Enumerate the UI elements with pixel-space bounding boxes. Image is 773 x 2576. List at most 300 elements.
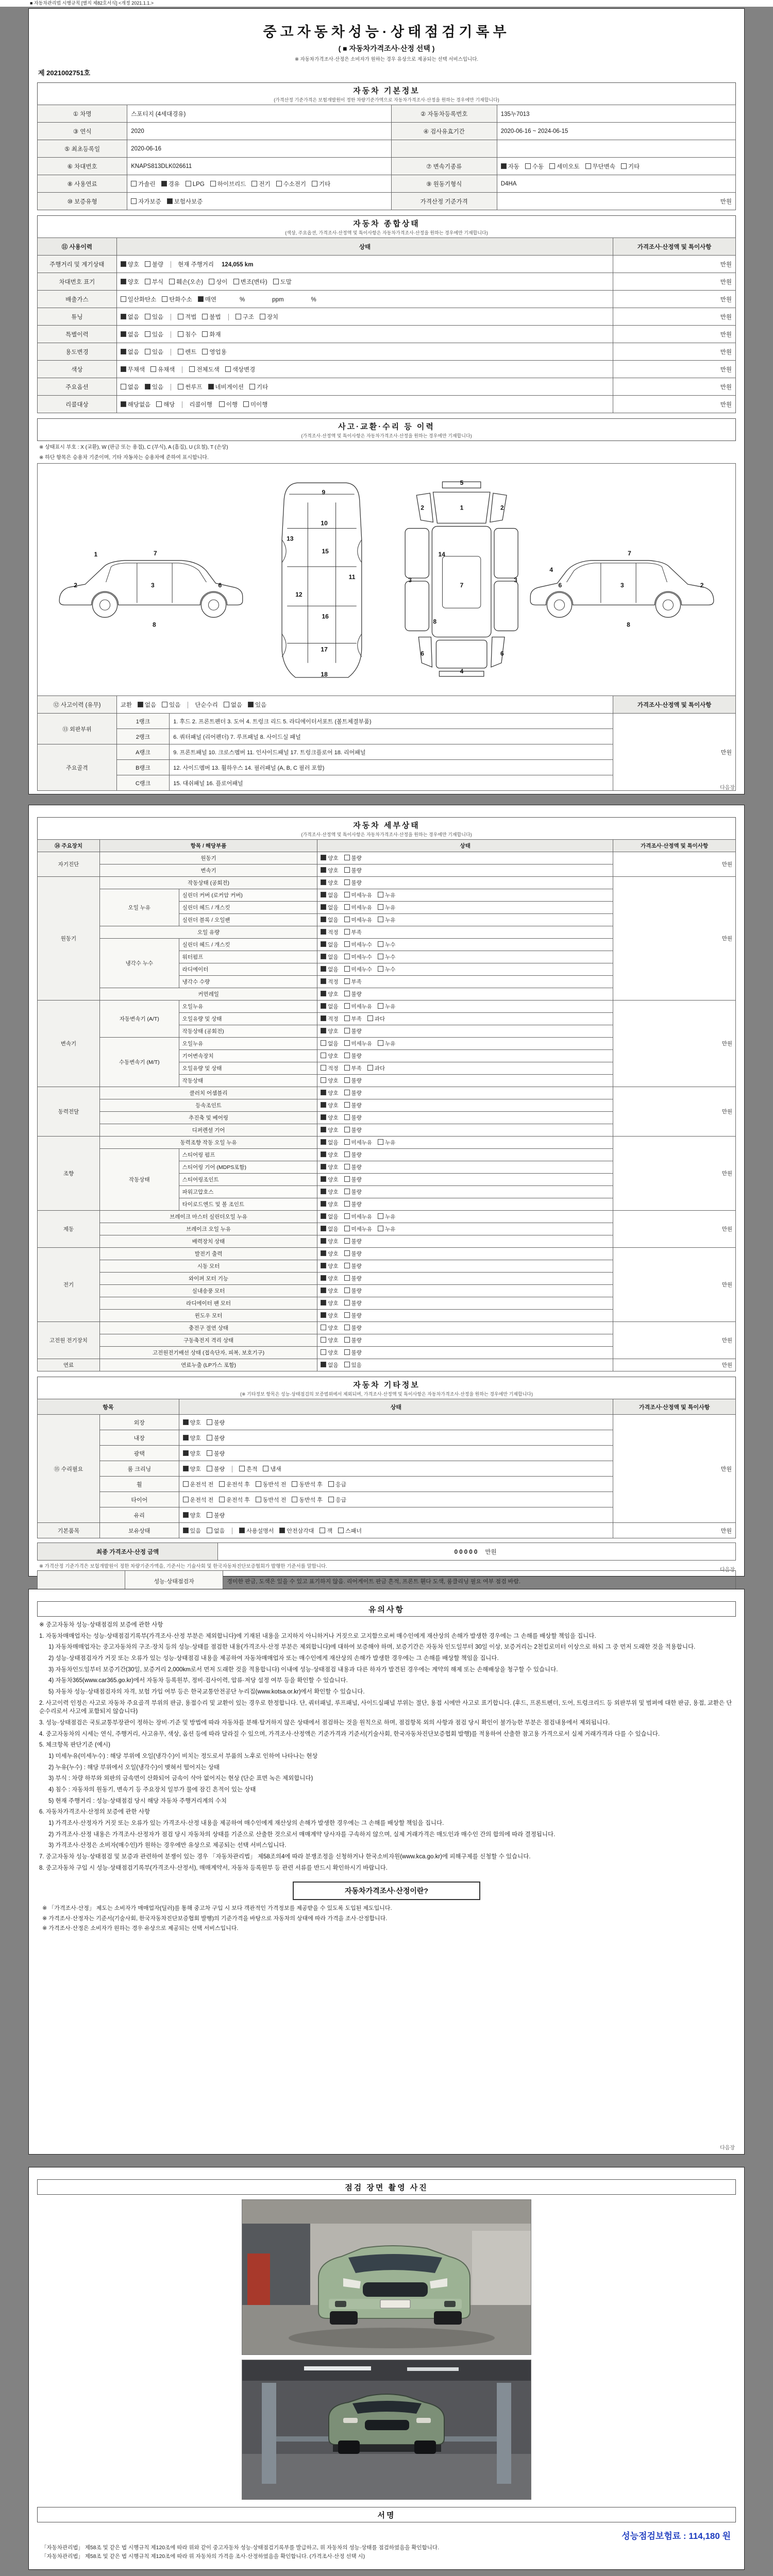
checkbox-불량[interactable]: 불량 [207,1418,225,1427]
checkbox-checked-icon [321,855,326,860]
checkbox-부족[interactable]: 부족 [344,978,362,986]
row-label: 충전구 절연 상태 [99,1322,317,1334]
diagram-part-number: 8 [433,618,437,625]
checkbox-empty-icon [236,314,241,319]
checkbox-checked-icon [183,1466,189,1471]
checkbox-empty-icon [344,1053,350,1058]
checkbox-수소전기[interactable]: 수소전기 [276,180,306,188]
price-cell: 만원 [613,361,736,378]
checkbox-불량[interactable]: 불량 [344,1336,362,1344]
checkbox-운전석 전[interactable]: 운전석 전 [183,1496,214,1504]
checkbox-불량[interactable]: 불량 [344,1299,362,1307]
checkbox-불량[interactable]: 불량 [207,1465,225,1473]
checkbox-있음[interactable]: 있음 [162,701,180,709]
checkbox-양호[interactable]: 양호 [321,1336,338,1344]
checkbox-양호[interactable]: 양호 [183,1511,201,1519]
checkbox-경유[interactable]: 경유 [161,180,180,188]
row-label: 색상 [38,361,117,378]
checkbox-양호[interactable]: 양호 [183,1418,201,1427]
diagram-part-number: 3 [150,582,155,589]
checkbox-안전삼각대[interactable]: 안전삼각대 [279,1527,314,1535]
checkbox-empty-icon [202,314,208,319]
checkbox-양호[interactable]: 양호 [121,278,139,286]
checkbox-세미오토[interactable]: 세미오토 [549,162,579,171]
diagram-part-number: 6 [218,582,222,589]
checkbox-양호[interactable]: 양호 [321,1287,338,1295]
checkbox-불량[interactable]: 불량 [207,1449,225,1458]
checkbox-없음[interactable]: 없음 [321,965,338,973]
checkbox-유채색[interactable]: 유채색 [150,365,175,374]
price-cell: 만원 [613,308,736,326]
checkbox-empty-icon [219,1497,225,1502]
checkbox-불량[interactable]: 불량 [344,1151,362,1159]
checkbox-불법[interactable]: 불법 [202,313,221,321]
checkbox-누유[interactable]: 누유 [378,1139,395,1146]
checkbox-empty-icon [207,1435,212,1440]
checkbox-불량[interactable]: 불량 [344,1176,362,1183]
checkbox-미세누유[interactable]: 미세누유 [344,904,373,911]
checkbox-empty-icon [378,954,383,959]
checkbox-checked-icon [321,1250,326,1256]
checkbox-없음[interactable]: 없음 [321,1003,338,1010]
checkbox-자가보증[interactable]: 자가보증 [131,197,161,206]
diagram-part-number: 2 [500,504,504,512]
checkbox-과다[interactable]: 과다 [367,1015,385,1023]
checkbox-있음[interactable]: 있음 [248,701,266,709]
checkbox-네비게이션[interactable]: 네비게이션 [208,383,244,391]
row-label [391,140,497,158]
price-cell: 만원 [497,193,735,210]
checkbox-운전석 전[interactable]: 운전석 전 [183,1480,214,1488]
checkbox-영업용[interactable]: 영업용 [202,348,226,356]
checkbox-없음[interactable]: 없음 [207,1527,225,1535]
checkbox-없음[interactable]: 없음 [321,953,338,961]
checkbox-양호[interactable]: 양호 [321,1324,338,1332]
checkbox-양호[interactable]: 양호 [321,1089,338,1097]
checkbox-empty-icon [378,1003,383,1009]
checkbox-양호[interactable]: 양호 [321,1027,338,1035]
checkbox-불량[interactable]: 불량 [344,1250,362,1258]
checkbox-미이행[interactable]: 미이행 [243,400,267,409]
checkbox-없음[interactable]: 없음 [321,916,338,924]
checkbox-누유[interactable]: 누유 [378,1225,395,1233]
checkbox-양호[interactable]: 양호 [121,260,139,268]
checkbox-empty-icon [344,1139,350,1145]
checkbox-있음[interactable]: 있음 [145,348,163,356]
row-label: 작동상태 (공회전) [99,877,317,889]
checkbox-양호[interactable]: 양호 [321,1275,338,1282]
section-title: 서명 [377,2511,396,2520]
checkbox-양호[interactable]: 양호 [321,854,338,862]
checkbox-미세누수[interactable]: 미세누수 [344,965,373,973]
checkbox-없음[interactable]: 없음 [321,1361,338,1369]
value-cell: 라디에이터 [179,963,317,976]
checkbox-불량[interactable]: 불량 [344,1114,362,1122]
checkbox-하이브리드[interactable]: 하이브리드 [210,180,246,188]
checkbox-화재[interactable]: 화재 [202,330,221,338]
checkbox-상이[interactable]: 상이 [209,278,227,286]
checkbox-동반석 전[interactable]: 동반석 전 [256,1496,287,1504]
checkbox-자동[interactable]: 자동 [501,162,519,171]
checkbox-장치[interactable]: 장치 [260,313,278,321]
checkbox-양호[interactable]: 양호 [321,1151,338,1159]
value-cell [317,914,613,926]
checkbox-양호[interactable]: 양호 [321,1101,338,1109]
checkbox-있음[interactable]: 있음 [145,330,163,338]
checkbox-양호[interactable]: 양호 [321,1077,338,1084]
checkbox-없음[interactable]: 없음 [138,701,156,709]
checkbox-불량[interactable]: 불량 [344,1238,362,1245]
table-row [38,256,736,273]
checkbox-적정[interactable]: 적정 [321,978,338,986]
diagram-part-number: 6 [500,650,504,657]
checkbox-보험사보증[interactable]: 보험사보증 [167,197,203,206]
price-cell: 만원 [613,852,736,877]
checkbox-전기[interactable]: 전기 [251,180,270,188]
row-label: 발전기 출력 [99,1248,317,1260]
checkbox-불량[interactable]: 불량 [344,854,362,862]
checkbox-누유[interactable]: 누유 [378,891,395,899]
checkbox-없음[interactable]: 없음 [321,941,338,948]
checkbox-사용설명서[interactable]: 사용설명서 [239,1527,274,1535]
checkbox-미세누유[interactable]: 미세누유 [344,891,373,899]
checkbox-empty-icon [249,384,255,389]
checkbox-누유[interactable]: 누유 [378,1003,395,1010]
checkbox-불량[interactable]: 불량 [344,1101,362,1109]
checkbox-불량[interactable]: 불량 [344,1052,362,1060]
checkbox-empty-icon [378,917,383,922]
checkbox-양호[interactable]: 양호 [321,1262,338,1270]
row-label: 주행거리 및 계기상태 [38,256,117,273]
checkbox-불량[interactable]: 불량 [344,1188,362,1196]
section-note: (가격조사·산정액 및 특이사항은 자동차가격조사·산정을 원하는 경우에만 기재합니다) [301,433,472,438]
checkbox-일산화탄소[interactable]: 일산화탄소 [121,295,157,303]
price-cell: 만원 [613,1415,736,1523]
checkbox-불량[interactable]: 불량 [207,1434,225,1442]
price-info-line: ※ 가격조사·산정자는 기준서(기술사회, 한국자동차진단보증협회 발행)의 기준가격을 바탕으로 자동차의 상태에 따라 가격을 조사·산정합니다. [42,1915,388,1922]
table-row [38,158,736,175]
checkbox-불량[interactable]: 불량 [207,1511,225,1519]
row-label: 와이퍼 모터 기능 [99,1273,317,1285]
row-label: ⑬ 외판부위 [38,714,117,744]
checkbox-empty-icon [292,1481,297,1487]
value-cell [317,1235,613,1248]
checkbox-empty-icon [344,1337,350,1343]
checkbox-양호[interactable]: 양호 [183,1449,201,1458]
checkbox-없음[interactable]: 없음 [121,348,139,356]
checkbox-checked-icon [321,1300,326,1306]
checkbox-불량[interactable]: 불량 [344,1077,362,1084]
checkbox-불량[interactable]: 불량 [344,1275,362,1282]
next-page-marker[interactable]: 다음장 [720,2145,735,2151]
checkbox-없음[interactable]: 없음 [224,701,242,709]
checkbox-없음[interactable]: 없음 [121,313,139,321]
checkbox-양호[interactable]: 양호 [321,1349,338,1357]
checkbox-미세누유[interactable]: 미세누유 [344,1213,373,1221]
row-label: 튜닝 [38,308,117,326]
checkbox-미세누유[interactable]: 미세누유 [344,1003,373,1010]
checkbox-운전석 후[interactable]: 운전석 후 [219,1496,250,1504]
checkbox-잭[interactable]: 잭 [320,1527,332,1535]
checkbox-empty-icon [344,1077,350,1083]
table-row [38,291,736,308]
checkbox-양호[interactable]: 양호 [321,1312,338,1319]
value-cell: 워터펌프 [179,951,317,963]
checkbox-이행[interactable]: 이행 [219,400,238,409]
checkbox-불량[interactable]: 불량 [344,1349,362,1357]
document-title: 중고자동차성능·상태점검기록부 [263,24,510,40]
section-title: 점검 장면 촬영 사진 [345,2183,428,2192]
checkbox-적법[interactable]: 적법 [178,313,196,321]
checkbox-불량[interactable]: 불량 [344,1324,362,1332]
checkbox-불량[interactable]: 불량 [344,1287,362,1295]
notice-paragraph: 5) 자동차 성능·상태점검자의 자격, 보험 가입 여부 등은 한국교통안전공단 누리집(www.kotsa.or.kr)에서 확인할 수 있습니다. [48,1689,365,1696]
value-cell: 스티어링조인트 [179,1174,317,1186]
diagram-part-number: 8 [152,621,156,629]
checkbox-누유[interactable]: 누유 [378,1040,395,1047]
final-price-note: ※ 가격산정 기준가격은 보험개발원이 정한 차량기준가액을, 기준서는 기술사회 및 한국자동차진단보증협회가 발행한 기준서를 말합니다. [39,1564,327,1569]
value-cell [317,865,613,877]
checkbox-empty-icon [178,314,183,319]
value-cell: KNAPS813DLK026611 [127,158,391,175]
checkbox-적정[interactable]: 적정 [321,1015,338,1023]
checkbox-누유[interactable]: 누유 [378,916,395,924]
row-label: 내장 [99,1430,179,1446]
checkbox-없음[interactable]: 없음 [321,1040,338,1047]
checkbox-checked-icon [121,279,126,284]
checkbox-수동[interactable]: 수동 [525,162,544,171]
inspection-photo-front [242,2199,531,2355]
checkbox-있음[interactable]: 있음 [145,313,163,321]
checkbox-불량[interactable]: 불량 [344,1200,362,1208]
checkbox-누수[interactable]: 누수 [378,965,395,973]
checkbox-양호[interactable]: 양호 [321,990,338,998]
checkbox-매연[interactable]: 매연 [198,295,216,303]
price-cell: 만원 [613,1359,736,1371]
checkbox-훼손(오손)[interactable]: 훼손(오손) [169,278,203,286]
checkbox-없음[interactable]: 없음 [321,1139,338,1146]
checkbox-누유[interactable]: 누유 [378,904,395,911]
checkbox-없음[interactable]: 없음 [321,891,338,899]
checkbox-불량[interactable]: 불량 [344,1262,362,1270]
overall-condition-table [37,238,736,413]
checkbox-응급[interactable]: 응급 [328,1480,346,1488]
checkbox-checked-icon [183,1450,189,1456]
notice-paragraph: 3) 가격조사·산정은 소비자(매수인)가 원하는 경우에만 유상으로 제공되는 선택 서비스입니다. [48,1842,287,1849]
checkbox-있음[interactable]: 있음 [145,383,163,391]
checkbox-양호[interactable]: 양호 [321,1200,338,1208]
table-row [38,1248,736,1260]
checkbox-양호[interactable]: 양호 [321,1238,338,1245]
row-label: A랭크 [116,744,169,760]
checkbox-없음[interactable]: 없음 [121,330,139,338]
checkbox-empty-icon [207,1512,212,1518]
checkbox-탄화수소[interactable]: 탄화수소 [162,295,192,303]
table-row [38,378,736,396]
checkbox-양호[interactable]: 양호 [321,1188,338,1196]
checkbox-없음[interactable]: 없음 [321,1225,338,1233]
price-info-box-title: 자동차가격조사·산정이란? [293,1882,480,1900]
checkbox-해당없음[interactable]: 해당없음 [121,400,150,409]
checkbox-기타[interactable]: 기타 [249,383,268,391]
checkbox-동반석 후[interactable]: 동반석 후 [292,1496,323,1504]
checkbox-checked-icon [321,1189,326,1194]
section-title: 자동차 세부상태 [353,821,420,830]
checkbox-양호[interactable]: 양호 [321,1299,338,1307]
row-label: 제동 [38,1211,100,1248]
checkbox-냄새[interactable]: 냄새 [263,1465,281,1473]
page-4 [28,2167,745,2570]
value-cell: 실린더 헤드 / 개스킷 [179,902,317,914]
checkbox-empty-icon [344,941,350,947]
checkbox-empty-icon [320,1528,325,1533]
next-page-marker[interactable]: 다음장 [720,1567,735,1573]
checkbox-부족[interactable]: 부족 [344,1064,362,1072]
checkbox-있음[interactable]: 있음 [344,1361,362,1369]
checkbox-누유[interactable]: 누유 [378,1213,395,1221]
checkbox-양호[interactable]: 양호 [183,1434,201,1442]
checkbox-불량[interactable]: 불량 [344,1312,362,1319]
checkbox-checked-icon [248,702,254,707]
checkbox-구조[interactable]: 구조 [236,313,254,321]
checkbox-기타[interactable]: 기타 [312,180,330,188]
row-label: ② 자동차등록번호 [391,105,497,123]
table-row [38,273,736,291]
checkbox-해당[interactable]: 해당 [156,400,175,409]
checkbox-불량[interactable]: 불량 [145,260,163,268]
checkbox-렌트[interactable]: 렌트 [178,348,196,356]
value-cell [317,1310,613,1322]
checkbox-응급[interactable]: 응급 [328,1496,346,1504]
table-row [38,140,736,158]
vehicle-diagram [40,466,733,693]
checkbox-empty-icon [344,1287,350,1293]
checkbox-checked-icon [321,904,326,910]
value-cell [497,140,735,158]
notice-text [37,1621,736,1872]
diagram-part-number: 15 [322,547,329,555]
checkbox-불량[interactable]: 불량 [344,1089,362,1097]
checkbox-가솔린[interactable]: 가솔린 [131,180,155,188]
checkbox-동반석 후[interactable]: 동반석 후 [292,1480,323,1488]
row-label: 원동기 [99,852,317,865]
checkbox-없음[interactable]: 없음 [121,383,139,391]
checkbox-불량[interactable]: 불량 [344,1126,362,1134]
checkbox-미세누유[interactable]: 미세누유 [344,916,373,924]
checkbox-스패너[interactable]: 스패너 [338,1527,362,1535]
value-cell [317,1297,613,1310]
checkbox-미세누수[interactable]: 미세누수 [344,953,373,961]
checkbox-checked-icon [321,954,326,959]
section-note: (가격조사·산정액 및 특이사항은 자동차가격조사·산정을 원하는 경우에만 기재합니다) [301,832,472,837]
price-cell: 만원 [613,396,736,413]
checkbox-적정[interactable]: 적정 [321,928,338,936]
checkbox-empty-icon [344,1238,350,1244]
checkbox-empty-icon [156,401,162,407]
checkbox-미세누유[interactable]: 미세누유 [344,1225,373,1233]
checkbox-empty-icon [263,1466,268,1471]
checkbox-checked-icon [121,261,126,267]
checkbox-전체도색[interactable]: 전체도색 [189,365,219,374]
value-cell: 오일유량 및 상태 [179,1062,317,1075]
checkbox-운전석 후[interactable]: 운전석 후 [219,1480,250,1488]
section-header-detail [37,817,736,840]
checkbox-무단변속[interactable]: 무단변속 [585,162,615,171]
checkbox-불량[interactable]: 불량 [344,867,362,874]
checkbox-있음[interactable]: 있음 [183,1527,201,1535]
checkbox-누수[interactable]: 누수 [378,941,395,948]
checkbox-양호[interactable]: 양호 [321,1176,338,1183]
checkbox-미세누유[interactable]: 미세누유 [344,1040,373,1047]
checkbox-변조(변타)[interactable]: 변조(변타) [233,278,267,286]
checkbox-미세누유[interactable]: 미세누유 [344,1139,373,1146]
value-cell [317,1273,613,1285]
checkbox-적정[interactable]: 적정 [321,1064,338,1072]
page-1 [28,8,745,794]
table-row [38,396,736,413]
checkbox-양호[interactable]: 양호 [321,1250,338,1258]
checkbox-empty-icon [178,331,183,337]
row-label: 연료누출 (LP가스 포함) [99,1359,317,1371]
checkbox-양호[interactable]: 양호 [321,1114,338,1122]
checkbox-양호[interactable]: 양호 [321,867,338,874]
checkbox-과다[interactable]: 과다 [367,1064,385,1072]
checkbox-양호[interactable]: 양호 [321,1163,338,1171]
checkbox-empty-icon [239,1466,245,1471]
checkbox-도말[interactable]: 도말 [273,278,292,286]
checkbox-기타[interactable]: 기타 [621,162,640,171]
checkbox-부족[interactable]: 부족 [344,928,362,936]
checkbox-LPG[interactable]: LPG [186,181,205,188]
checkbox-부족[interactable]: 부족 [344,1015,362,1023]
checkbox-양호[interactable]: 양호 [183,1465,201,1473]
text-token: 현재 주행거리 [178,261,214,268]
checkbox-empty-icon [344,1102,350,1108]
checkbox-누수[interactable]: 누수 [378,953,395,961]
next-page-marker[interactable]: 다음장 [720,785,735,791]
price-cell: 만원 [613,291,736,308]
checkbox-흔적[interactable]: 흔적 [239,1465,257,1473]
value-cell: 오일누유 [179,1038,317,1050]
form-table [37,1543,736,1561]
checkbox-empty-icon [145,261,150,267]
checkbox-미세누수[interactable]: 미세누수 [344,941,373,948]
notice-paragraph: 5. 체크항목 판단기준 (예시) [39,1742,110,1749]
text-token: 만원 [485,1549,497,1555]
checkbox-없음[interactable]: 없음 [321,904,338,911]
diagram-part-number: 3 [620,582,624,589]
checkbox-양호[interactable]: 양호 [321,1126,338,1134]
checkbox-썬루프[interactable]: 썬루프 [178,383,202,391]
checkbox-부식[interactable]: 부식 [145,278,163,286]
checkbox-empty-icon [121,384,126,389]
value-cell: 기어변속장치 [179,1050,317,1062]
checkbox-무채색[interactable]: 무채색 [121,365,145,374]
row-label: ⑩ 보증유형 [38,193,127,210]
checkbox-불량[interactable]: 불량 [344,879,362,887]
checkbox-동반석 전[interactable]: 동반석 전 [256,1480,287,1488]
checkbox-색상변경[interactable]: 색상변경 [225,365,255,374]
checkbox-불량[interactable]: 불량 [344,990,362,998]
checkbox-양호[interactable]: 양호 [321,879,338,887]
checkbox-checked-icon [321,1139,326,1145]
checkbox-empty-icon [344,892,350,897]
checkbox-침수[interactable]: 침수 [178,330,196,338]
checkbox-불량[interactable]: 불량 [344,1163,362,1171]
checkbox-불량[interactable]: 불량 [344,1027,362,1035]
checkbox-없음[interactable]: 없음 [321,1213,338,1221]
checkbox-양호[interactable]: 양호 [321,1052,338,1060]
